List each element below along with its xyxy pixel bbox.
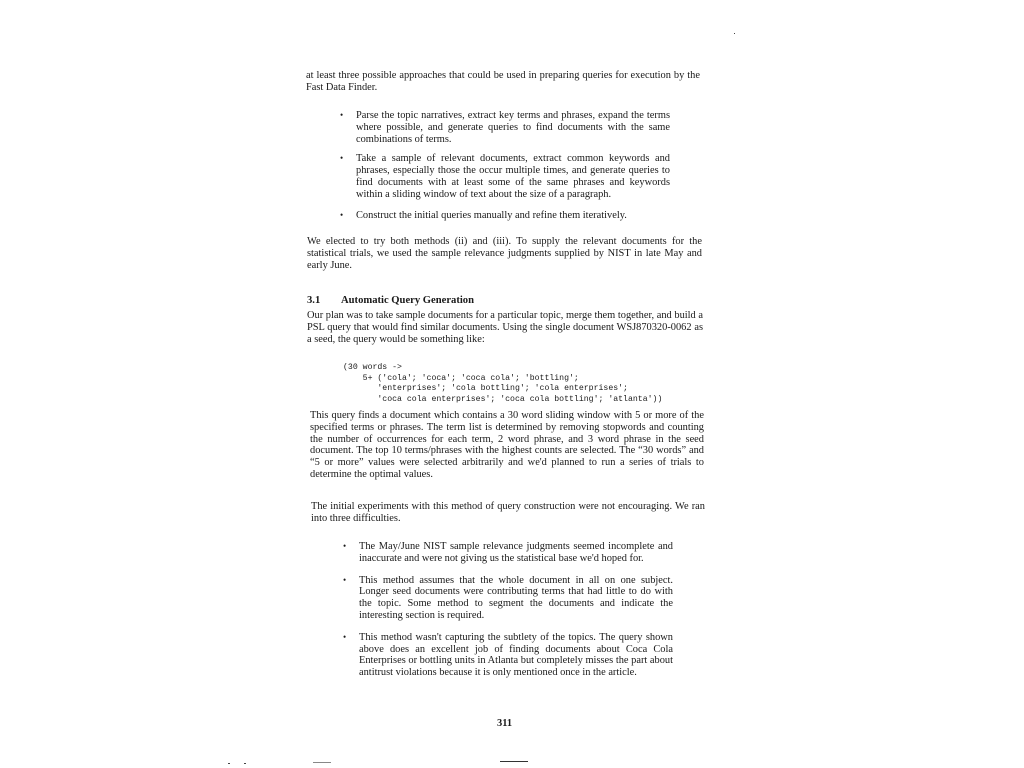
- elected-paragraph: We elected to try both methods (ii) and (iii). To supply the relevant documents for the statistical trials, we used the sample relevance judgments supplied by NIST in late May and early June.: [307, 236, 702, 271]
- footer-rule: [500, 761, 528, 762]
- section-number: 3.1: [307, 295, 321, 306]
- difficulty-item: • The May/June NIST sample relevance judgments seemed incomplete and inaccurate and were not giving us the statistical base we'd hoped for.: [343, 541, 673, 565]
- difficulties-list: [343, 541, 673, 679]
- page-number: 311: [497, 718, 513, 729]
- scan-speck: [734, 33, 735, 34]
- scan-speck: [244, 763, 246, 764]
- initial-experiments-paragraph: The initial experiments with this method of query construction were not encouraging. We ran into three difficulties.: [311, 501, 705, 524]
- approaches-list: [340, 110, 670, 221]
- plan-paragraph: Our plan was to take sample documents for a particular topic, merge them together, and build a PSL query that would find similar documents. Using the single document WSJ870320-0062 as a seed, the query would be something like:: [307, 310, 703, 345]
- approach-item: • Construct the initial queries manually and refine them iteratively.: [340, 210, 670, 222]
- query-code-block: (30 words -> 5+ ('cola'; 'coca'; 'coca cola'; 'bottling'; 'enterprises'; 'cola bottling'; 'cola enterprises'; 'coca cola enterprises'; 'coca cola bottling'; 'atlanta')): [343, 363, 663, 404]
- difficulty-item: • This method assumes that the whole document in all on one subject. Longer seed documents were contributing terms that had little to do with the topic. Some method to segment the documents and indicate the interesting section is required.: [343, 575, 673, 622]
- query-explanation-paragraph: This query finds a document which contains a 30 word sliding window with 5 or more of the specified terms or phrases. The term list is determined by removing stopwords and counting the number of occurrences for each term, 2 word phrase, and 3 word phrase in the seed document. The top 10 terms/phrases with the highest counts are selected. The “30 words” and “5 or more” values were selected arbitrarily and we'd planned to run a series of trials to determine the optimal values.: [310, 410, 704, 480]
- intro-paragraph: at least three possible approaches that could be used in preparing queries for execution by the Fast Data Finder.: [306, 70, 700, 93]
- scan-speck: [228, 763, 230, 764]
- difficulty-item: • This method wasn't capturing the subtlety of the topics. The query shown above does an excellent job of finding documents about Coca Cola Enterprises or bottling units in Atlanta but completely misses the part about antitrust violations because it is only mentioned once in the article.: [343, 632, 673, 679]
- section-title: Automatic Query Generation: [341, 295, 474, 306]
- section-heading: [307, 295, 474, 306]
- approach-item: • Parse the topic narratives, extract key terms and phrases, expand the terms where possible, and generate queries to find documents with the same combinations of terms.: [340, 110, 670, 145]
- scan-dash-mark: [313, 762, 331, 763]
- approach-item: • Take a sample of relevant documents, extract common keywords and phrases, especially those the occur multiple times, and generate queries to find documents with at least some of the same phrases and keywords within a sliding window of text about the size of a paragraph.: [340, 153, 670, 200]
